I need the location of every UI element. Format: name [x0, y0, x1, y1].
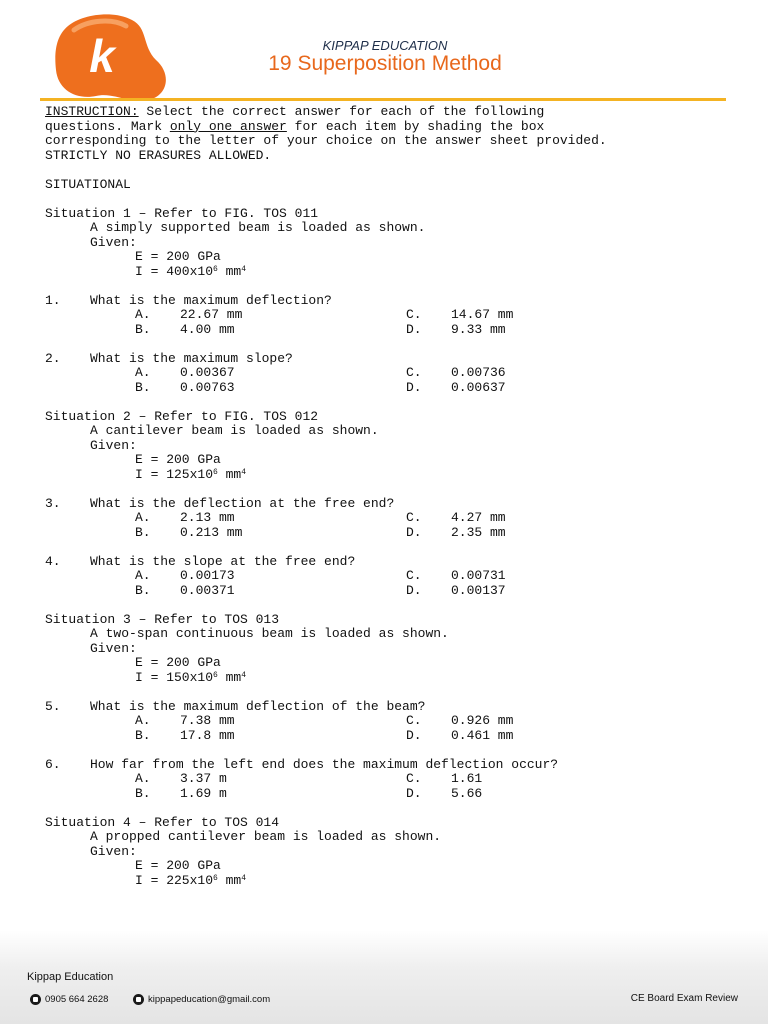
given-label: Given: — [90, 843, 137, 859]
instruction-line-1: INSTRUCTION: Select the correct answer for each of the following — [45, 104, 545, 119]
logo-letter: k — [89, 30, 115, 82]
options-row: B. 4.00 mm D. 9.33 mm — [135, 321, 506, 337]
given-e: E = 200 GPa — [135, 452, 221, 467]
situation-heading: Situation 4 – Refer to TOS 014 — [45, 814, 280, 830]
options-row: A. 22.67 mm C. 14.67 mm — [135, 307, 514, 322]
question: 4. What is the slope at the free end? — [45, 553, 356, 569]
question: 3. What is the deflection at the free end? — [45, 495, 395, 511]
given-i: $I = 125x10^6$ $mm^4$ — [135, 466, 247, 482]
options-row: B. 0.00763 D. 0.00637 — [135, 379, 506, 395]
options-row: A. 2.13 mm C. 4.27 mm — [135, 510, 506, 525]
question: 1. What is the maximum deflection? — [45, 292, 332, 308]
situation-heading: Situation 1 – Refer to FIG. TOS 011 — [45, 205, 319, 221]
options-row: B. 1.69 m D. 5.66 — [135, 785, 483, 801]
footer-email[interactable]: kippapeducation@gmail.com — [133, 994, 270, 1005]
question: 5. What is the maximum deflection of the beam? — [45, 698, 426, 714]
given-e: E = 200 GPa — [135, 249, 221, 264]
footer-review: CE Board Exam Review — [630, 993, 738, 1004]
header-divider — [40, 98, 726, 101]
situation-description: A propped cantilever beam is loaded as shown. — [90, 829, 442, 844]
kippap-logo — [52, 12, 170, 102]
question: 2. What is the maximum slope? — [45, 350, 293, 366]
instruction-line-3: corresponding to the letter of your choice on the answer sheet provided. — [45, 133, 607, 148]
page-title: 19 Superposition Method — [268, 52, 502, 75]
footer-phone: 0905 664 2628 — [30, 994, 108, 1005]
exam-content — [45, 105, 745, 888]
options-row: A. 7.38 mm C. 0.926 mm — [135, 713, 514, 728]
options-row: A. 0.00367 C. 0.00736 — [135, 365, 506, 380]
instruction-line-2: questions. Mark only one answer for each item by shading the box — [45, 118, 545, 134]
given-e: E = 200 GPa — [135, 655, 221, 670]
only-one-answer: only one answer — [169, 118, 287, 134]
page-footer — [0, 930, 768, 1024]
footer-org: Kippap Education — [27, 971, 114, 983]
situation-description: A cantilever beam is loaded as shown. — [90, 423, 379, 438]
instruction-label: INSTRUCTION: — [45, 104, 139, 119]
given-i: $I = 225x10^6$ $mm^4$ — [135, 872, 247, 888]
question: 6. How far from the left end does the maximum deflection occur? — [45, 756, 559, 772]
options-row: A. 0.00173 C. 0.00731 — [135, 568, 506, 583]
situation-description: A simply supported beam is loaded as shown. — [90, 220, 426, 235]
email-icon — [133, 994, 144, 1005]
options-row: A. 3.37 m C. 1.61 — [135, 771, 483, 786]
options-row: B. 0.00371 D. 0.00137 — [135, 582, 506, 598]
options-row: B. 0.213 mm D. 2.35 mm — [135, 524, 506, 540]
options-row: B. 17.8 mm D. 0.461 mm — [135, 727, 514, 743]
situation-heading: Situation 3 – Refer to TOS 013 — [45, 611, 280, 627]
given-label: Given: — [90, 640, 137, 656]
section-label: SITUATIONAL — [45, 176, 131, 192]
header-org: KIPPAP EDUCATION — [322, 38, 448, 53]
given-i: $I = 150x10^6$ $mm^4$ — [135, 669, 247, 685]
situation-heading: Situation 2 – Refer to FIG. TOS 012 — [45, 408, 319, 424]
instruction-line-4: STRICTLY NO ERASURES ALLOWED. — [45, 147, 272, 163]
given-e: E = 200 GPa — [135, 858, 221, 873]
phone-icon — [30, 994, 41, 1005]
situation-description: A two-span continuous beam is loaded as shown. — [90, 626, 449, 641]
given-label: Given: — [90, 234, 137, 250]
given-i: $I = 400x10^6$ $mm^4$ — [135, 263, 247, 279]
given-label: Given: — [90, 437, 137, 453]
